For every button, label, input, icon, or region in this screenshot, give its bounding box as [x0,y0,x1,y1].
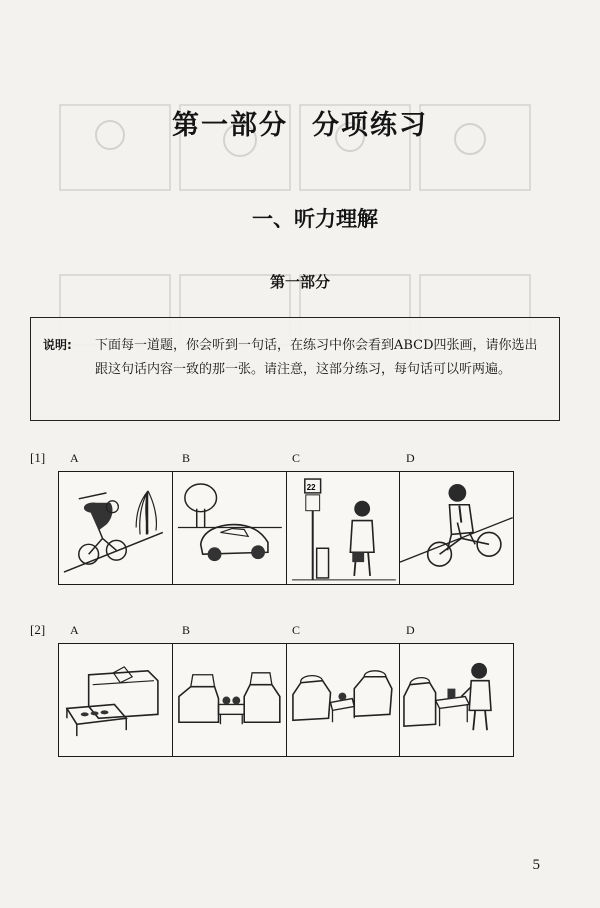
man-waiting-at-bus-stop-image [287,472,400,584]
instructions-text: 下面每一道题，你会听到一句话，在练习中你会看到ABCD四张画，请你选出跟这句话内容一致的那一张。请注意，这部分练习，每句话可以听两遍。 [95,338,538,377]
question-2-image-d[interactable] [399,644,513,756]
question-2-image-strip [58,643,514,757]
two-armchairs-with-tea-table-image [173,644,286,756]
question-1-image-a[interactable] [59,472,172,584]
question-2-option-b: B [182,623,191,637]
man-riding-bicycle-image [400,472,513,584]
svg-text:22: 22 [306,482,316,492]
question-1-image-d[interactable] [399,472,513,584]
question-1-option-a: A [70,451,79,465]
question-1-image-strip [58,471,514,585]
page-title-part1: 第一部分 [172,110,288,141]
instructions-label: 说明: [43,338,72,352]
instructions-box [30,317,560,421]
boy-at-tea-table-with-chair-image [400,644,513,756]
section-heading: 一、听力理解 [252,207,378,231]
page-number: 5 [532,857,540,873]
question-2-option-d: D [406,623,415,637]
two-armchairs-with-tea-table-angled-image [287,644,400,756]
sofa-and-coffee-table-image [59,644,172,756]
question-2-option-c: C [292,623,301,637]
question-2-option-a: A [70,623,79,637]
question-1-image-c[interactable] [286,472,400,584]
question-1-image-b[interactable] [172,472,286,584]
question-2-image-a[interactable] [59,644,172,756]
question-2-number: [2] [30,622,46,637]
question-1-option-b: B [182,451,191,465]
question-2-image-b[interactable] [172,644,286,756]
question-1-number: [1] [30,450,46,465]
person-cycling-by-willow-tree-image [59,472,172,584]
question-1-option-c: C [292,451,301,465]
page-title-part2: 分项练习 [312,110,428,141]
question-1-option-d: D [406,451,415,465]
subsection-heading: 第一部分 [269,273,330,291]
car-under-tree-image [173,472,286,584]
question-2-image-c[interactable] [286,644,400,756]
page-title [0,103,600,142]
